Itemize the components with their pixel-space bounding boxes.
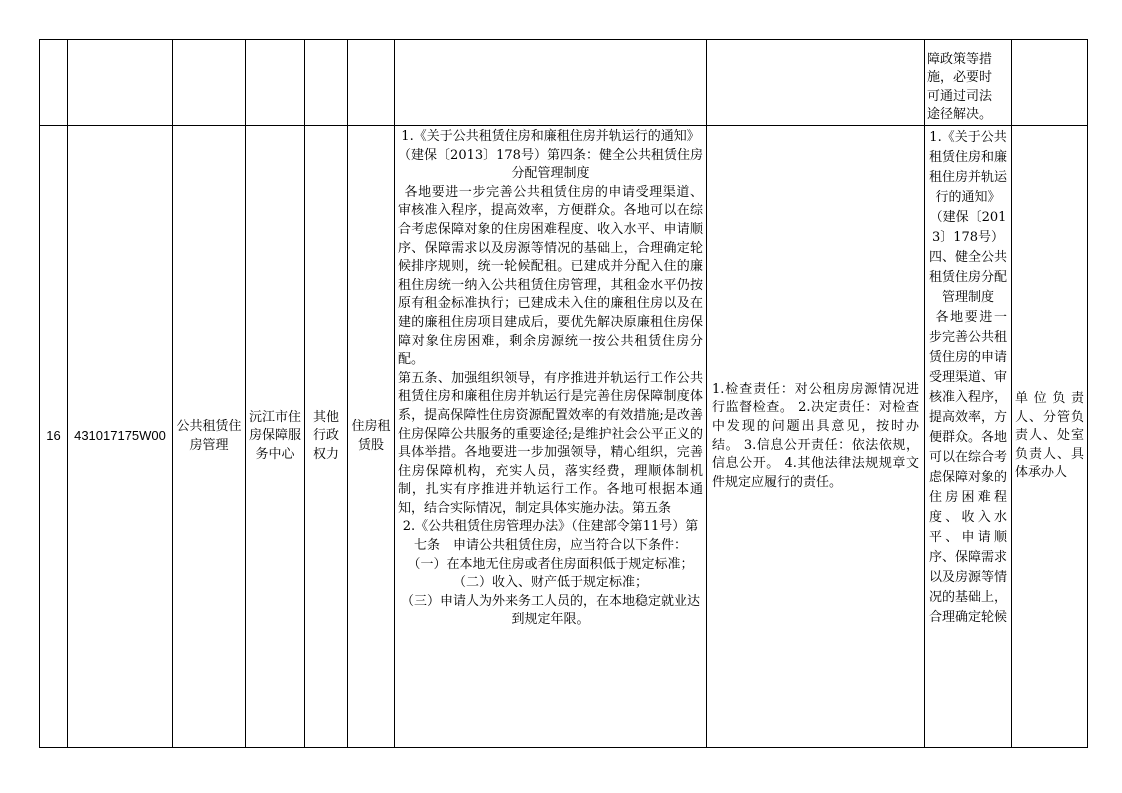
legal-basis-paragraph: 第五条、加强组织领导，有序推进并轨运行工作公共租赁住房和廉租住房并轨运行是完善住房保障制度体系，提高保障性住房资源配置效率的有效措施;是改善住房保障公共服务的重要途径;是维护社会公平正义的具体举措。各地要进一步加强领导，精心组织，完善住房保障机构，充实人员，落实经费，理顺体制机制，扎实有序推进并轨运行工作。各地可根据本通知，结合实际情况，制定具体实施办法。第五条 [398, 370, 703, 516]
prev-power-type-cell [305, 40, 348, 126]
unit-cell: 住房租赁股 [348, 126, 395, 748]
prev-basis-short-line: 可通过司法 [927, 88, 993, 104]
legal-basis-paragraph: 2.《公共租赁住房管理办法》（住建部令第11号）第七条 申请公共租赁住房，应当符合以下条件： [402, 519, 699, 554]
power-type-cell: 其他行政权力 [305, 126, 348, 748]
prev-basis-short-line: 障政策等措 [927, 51, 993, 67]
duty-cell: 1.检查责任：对公租房房源情况进行监督检查。 2.决定责任：对检查中发现的问题出具意见，按时办结。 3.信息公开责任：依法依规，信息公开。 4.其他法律法规规章文件规定应履行的责任。 [707, 126, 925, 748]
code-cell: 431017175W00 [68, 126, 173, 748]
prev-duty-cell [707, 40, 925, 126]
legal-basis-short-paragraph: 各地要进一步完善公共租赁住房的申请受理渠道、审核准入程序，提高效率，方便群众。各地可以在综合考虑保障对象的住房困难程度、收入水平、申请顺序、保障需求以及房源等情况的基础上，合理确定轮候 [929, 310, 1008, 625]
responsible-persons-cell: 单位负责人、分管负责人、处室负责人、具体承办人 [1012, 126, 1088, 748]
table-row-previous [40, 40, 1088, 126]
prev-item-cell [173, 40, 246, 126]
legal-basis-short-paragraph: 四、健全公共租赁住房分配管理制度 [929, 250, 1008, 305]
prev-basis-short-cell [925, 40, 1012, 126]
legal-basis-short-paragraph: 1.《关于公共租赁住房和廉租住房并轨运行的通知》（建保〔2013〕178号） [929, 130, 1008, 245]
legal-basis-paragraph: 各地要进一步完善公共租赁住房的申请受理渠道、审核准入程序，提高效率，方便群众。各地可以在综合考虑保障对象的住房困难程度、收入水平、申请顺序、保障需求以及房源等情况的基础上，合理确定轮候排序规则，统一轮候配租。已建成并分配入住的廉租住房统一纳入公共租赁住房管理，其租金水平仍按原有租金标准执行；已建成未入住的廉租住房以及在建的廉租住房项目建成后，要优先解决原廉租住房保障对象住房困难，剩余房源统一按公共租赁住房分配。 [398, 184, 703, 368]
prev-unit-cell [348, 40, 395, 126]
legal-basis-paragraph: 1.《关于公共租赁住房和廉租住房并轨运行的通知》（建保〔2013〕178号）第四条：健全公共租赁住房分配管理制度 [398, 129, 703, 182]
legal-basis-paragraph: （二）收入、财产低于规定标准； [452, 575, 648, 591]
prev-basis-short-lines [927, 51, 1009, 125]
prev-basis-cell [395, 40, 707, 126]
prev-agency-cell [246, 40, 305, 126]
legal-basis-paragraph: （三）申请人为外来务工人员的，在本地稳定就业达到规定年限。 [400, 593, 700, 628]
legal-basis-short-text [929, 128, 1007, 628]
legal-basis-cell [395, 126, 707, 748]
power-list-table [39, 39, 1088, 748]
item-name-cell: 公共租赁住房管理 [173, 126, 246, 748]
legal-basis-short-cell [925, 126, 1012, 748]
legal-basis-text [398, 128, 703, 630]
prev-code-cell [68, 40, 173, 126]
prev-basis-short-line: 施，必要时 [927, 70, 993, 86]
prev-responsible-cell [1012, 40, 1088, 126]
prev-index-cell [40, 40, 68, 126]
index-cell: 16 [40, 126, 68, 748]
prev-basis-short-line: 途径解决。 [927, 107, 993, 123]
table-row [40, 126, 1088, 748]
agency-cell: 沅江市住房保障服务中心 [246, 126, 305, 748]
legal-basis-paragraph: （一）在本地无住房或者住房面积低于规定标准； [407, 556, 694, 572]
